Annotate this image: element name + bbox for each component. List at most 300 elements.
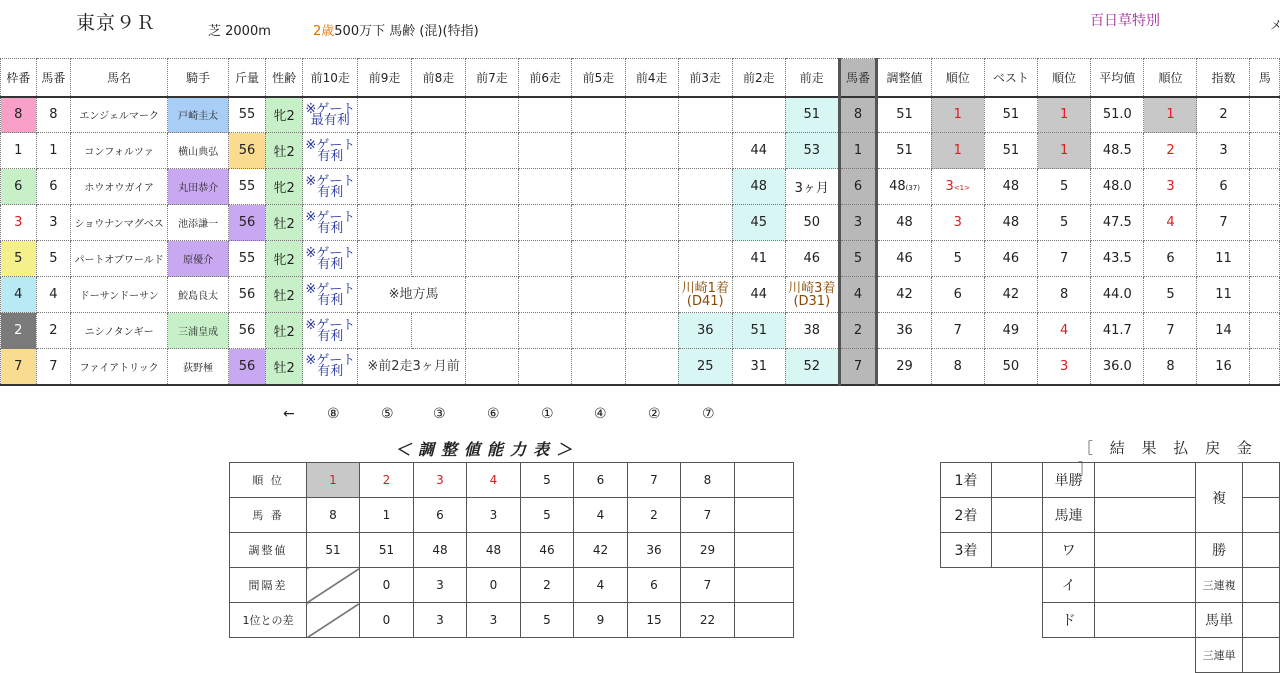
table-row xyxy=(1,133,1280,169)
order-mark: ④ xyxy=(594,406,607,422)
average-cell: 48.5 xyxy=(1091,133,1144,169)
best-cell: 50 xyxy=(984,349,1037,385)
diff-cell: 15 xyxy=(628,603,681,638)
sex-age-cell: 牡2 xyxy=(265,133,303,169)
best-cell: 49 xyxy=(984,313,1037,349)
race-3-cell xyxy=(678,241,732,277)
bet-label: 三連複 xyxy=(1196,568,1243,603)
empty-cell xyxy=(941,568,992,603)
column-header: 馬 xyxy=(1250,59,1280,97)
adjusted-value-cell xyxy=(877,349,931,385)
uma-number-cell: 7 xyxy=(839,349,877,385)
gate-note-cell xyxy=(303,349,358,385)
race-cell xyxy=(519,169,572,205)
diagonal-cell xyxy=(307,603,360,638)
payout-cell xyxy=(1095,603,1196,638)
payout-title: ［ 結 果 払 戻 金 ］ xyxy=(1078,439,1258,478)
adj-cell: 42 xyxy=(574,533,628,568)
jockey-cell: 横山典弘 xyxy=(168,133,229,169)
uma-cell: 8 xyxy=(307,498,360,533)
best-rank-cell: 7 xyxy=(1038,241,1091,277)
bet-label: ワ xyxy=(1043,533,1095,568)
uma-cell: 2 xyxy=(628,498,681,533)
waku-cell: 8 xyxy=(1,97,37,133)
gate-note-cell xyxy=(303,277,358,313)
order-arrow: ← xyxy=(283,406,295,422)
ability-table-title: ＜調整値能力表＞ xyxy=(395,440,580,459)
race-cell xyxy=(358,205,412,241)
adj-cell: 51 xyxy=(307,533,360,568)
class-label: 500万下 馬齢 (混)(特指) xyxy=(334,24,479,39)
adj-rank-cell xyxy=(931,205,984,241)
race-3-cell: 36 xyxy=(678,313,732,349)
race-3-cell xyxy=(678,133,732,169)
empty-cell xyxy=(735,533,794,568)
race-cell xyxy=(572,277,625,313)
average-cell: 51.0 xyxy=(1091,97,1144,133)
best-cell: 48 xyxy=(984,169,1037,205)
race-3-cell xyxy=(678,169,732,205)
column-header: 前4走 xyxy=(625,59,678,97)
rank-cell: 7 xyxy=(628,463,681,498)
sex-age-cell: 牝2 xyxy=(265,241,303,277)
table-row xyxy=(1,241,1280,277)
race-note-cell: ※前2走3ヶ月前 xyxy=(358,349,466,385)
waku-cell: 6 xyxy=(1,169,37,205)
adjusted-value: 51 xyxy=(896,143,913,158)
table-row xyxy=(1,349,1280,385)
gap-cell: 7 xyxy=(681,568,735,603)
race-cell xyxy=(465,277,518,313)
race-cell xyxy=(519,205,572,241)
race-2-cell: 51 xyxy=(732,313,785,349)
kinryo-cell: 56 xyxy=(229,133,266,169)
empty-cell xyxy=(735,603,794,638)
column-header: 前走 xyxy=(785,59,839,97)
race-cell xyxy=(572,133,625,169)
adj-cell: 48 xyxy=(467,533,521,568)
race-1-cell: 51 xyxy=(785,97,839,133)
order-mark: ① xyxy=(541,406,554,422)
race-cell xyxy=(519,133,572,169)
uma-cell: 1 xyxy=(360,498,414,533)
gate-note-cell xyxy=(303,133,358,169)
race-title: 東京９Ｒ xyxy=(76,12,157,34)
average-cell: 41.7 xyxy=(1091,313,1144,349)
race-cell xyxy=(519,313,572,349)
best-cell: 51 xyxy=(984,133,1037,169)
edge-mark: メ xyxy=(1270,18,1282,32)
avg-rank-cell: 8 xyxy=(1144,349,1197,385)
adj-cell: 29 xyxy=(681,533,735,568)
race-cell xyxy=(358,313,412,349)
adj-rank: 8 xyxy=(953,358,962,374)
empty-cell xyxy=(991,603,1042,638)
bet-label: 複 xyxy=(1196,463,1243,533)
adjusted-value: 48 xyxy=(896,215,913,230)
adjusted-value: 46 xyxy=(896,251,913,266)
index-cell: 6 xyxy=(1197,169,1250,205)
column-header: 指数 xyxy=(1197,59,1250,97)
uma-cell: 7 xyxy=(681,498,735,533)
adj-rank-cell xyxy=(931,169,984,205)
bet-label: イ xyxy=(1043,568,1095,603)
gate-note-cell xyxy=(303,313,358,349)
race-cell xyxy=(572,169,625,205)
edge-cell xyxy=(1250,205,1280,241)
course-info: 芝 2000m xyxy=(208,24,271,39)
horse-table xyxy=(0,58,1280,386)
row-label: 調整値 xyxy=(230,533,307,568)
race-cell xyxy=(412,169,466,205)
best-rank-cell: 1 xyxy=(1038,97,1091,133)
race-note-cell: ※地方馬 xyxy=(358,277,466,313)
race-cell xyxy=(625,349,678,385)
waku-cell: 2 xyxy=(1,313,37,349)
race-2-cell: 48 xyxy=(732,169,785,205)
adjusted-value-cell xyxy=(877,277,931,313)
race-cell xyxy=(465,349,518,385)
uma-number-cell: 3 xyxy=(839,205,877,241)
payout-cell xyxy=(1243,603,1280,638)
waku-cell: 5 xyxy=(1,241,37,277)
best-cell: 46 xyxy=(984,241,1037,277)
jockey-cell: 原優介 xyxy=(168,241,229,277)
payout-cell xyxy=(1243,568,1280,603)
payout-row xyxy=(941,638,1280,673)
avg-rank-cell: 7 xyxy=(1144,313,1197,349)
uma-number-cell: 5 xyxy=(839,241,877,277)
gate-note-line: 有利 xyxy=(317,364,344,380)
rank-cell: 4 xyxy=(467,463,521,498)
column-header: 前10走 xyxy=(303,59,358,97)
adj-cell: 46 xyxy=(521,533,574,568)
adjusted-value: 51 xyxy=(896,107,913,123)
order-mark: ⑥ xyxy=(487,406,500,422)
gate-note-cell xyxy=(303,205,358,241)
place-label: 1着 xyxy=(941,463,992,498)
uma-number-cell: 4 xyxy=(839,277,877,313)
horse-name-cell: ショウナンマグベス xyxy=(71,205,168,241)
race-cell xyxy=(465,241,518,277)
uma-number-cell: 2 xyxy=(36,313,71,349)
diagonal-cell xyxy=(307,568,360,603)
bet-label: 勝 xyxy=(1196,533,1243,568)
column-header: 前6走 xyxy=(519,59,572,97)
race-cell xyxy=(625,169,678,205)
edge-cell xyxy=(1250,277,1280,313)
rank-cell: 6 xyxy=(574,463,628,498)
empty-cell xyxy=(941,638,992,673)
payout-cell xyxy=(1243,463,1280,498)
jockey-cell: 鮫島良太 xyxy=(168,277,229,313)
race-1-cell: 50 xyxy=(785,205,839,241)
race-cell xyxy=(625,133,678,169)
best-rank-cell: 5 xyxy=(1038,205,1091,241)
diff-cell: 3 xyxy=(467,603,521,638)
gap-cell: 3 xyxy=(414,568,467,603)
empty-cell xyxy=(991,638,1042,673)
sex-age-cell: 牝2 xyxy=(265,169,303,205)
best-cell: 42 xyxy=(984,277,1037,313)
empty-cell xyxy=(1043,638,1095,673)
gap-cell: 0 xyxy=(360,568,414,603)
bet-label: 馬連 xyxy=(1043,498,1095,533)
race-cell xyxy=(519,349,572,385)
gate-note-line: ※ゲート xyxy=(305,101,356,117)
column-header: 前2走 xyxy=(732,59,785,97)
adjusted-value: 29 xyxy=(896,358,913,374)
sex-age-cell: 牡2 xyxy=(265,313,303,349)
empty-cell xyxy=(1095,638,1196,673)
empty-cell xyxy=(941,603,992,638)
adj-rank: 3 xyxy=(945,179,954,194)
column-header: 馬番 xyxy=(36,59,71,97)
horse-name-cell: エンジェルマーク xyxy=(71,97,168,133)
waku-cell: 4 xyxy=(1,277,37,313)
race-cell xyxy=(358,241,412,277)
race-cell xyxy=(465,97,518,133)
gate-note-line: ※ゲート xyxy=(305,173,356,189)
race-cell xyxy=(519,241,572,277)
rank-cell: 3 xyxy=(414,463,467,498)
kinryo-cell: 56 xyxy=(229,349,266,385)
column-header: 前8走 xyxy=(412,59,466,97)
waku-cell: 7 xyxy=(1,349,37,385)
adj-rank: 1 xyxy=(953,143,962,158)
empty-cell xyxy=(991,568,1042,603)
race-cell xyxy=(572,241,625,277)
gate-note-line: ※ゲート xyxy=(305,137,356,153)
adjusted-value-cell xyxy=(877,313,931,349)
column-header: 前3走 xyxy=(678,59,732,97)
race-cell xyxy=(358,97,412,133)
gate-note-line: 有利 xyxy=(317,256,344,272)
column-header: 調整値 xyxy=(877,59,931,97)
gate-note-line: ※ゲート xyxy=(305,353,356,369)
race-1-cell: 3ヶ月 xyxy=(785,169,839,205)
race-cell xyxy=(625,277,678,313)
kinryo-cell: 56 xyxy=(229,205,266,241)
index-cell: 16 xyxy=(1197,349,1250,385)
race-cell xyxy=(572,349,625,385)
uma-cell: 3 xyxy=(467,498,521,533)
table-row xyxy=(1,277,1280,313)
best-rank-cell: 8 xyxy=(1038,277,1091,313)
race-cell xyxy=(412,313,466,349)
race-2-cell: 45 xyxy=(732,205,785,241)
column-header: 順位 xyxy=(931,59,984,97)
table-row xyxy=(1,97,1280,133)
race-3-cell xyxy=(678,97,732,133)
empty-cell xyxy=(735,463,794,498)
kinryo-cell: 56 xyxy=(229,313,266,349)
order-mark: ② xyxy=(648,406,661,422)
adjusted-value: 42 xyxy=(896,287,913,302)
adjusted-value-cell xyxy=(877,205,931,241)
jockey-cell: 三浦皇成 xyxy=(168,313,229,349)
column-header: 前7走 xyxy=(465,59,518,97)
place-label: 2着 xyxy=(941,498,992,533)
payout-cell xyxy=(1243,638,1280,673)
avg-rank-cell: 5 xyxy=(1144,277,1197,313)
ability-rank-row xyxy=(230,463,794,498)
race-cell xyxy=(625,205,678,241)
uma-number-cell: 5 xyxy=(36,241,71,277)
race-cell xyxy=(572,313,625,349)
edge-cell xyxy=(1250,169,1280,205)
sex-age-cell: 牝2 xyxy=(265,97,303,133)
gap-cell: 0 xyxy=(467,568,521,603)
ability-diff-row xyxy=(230,603,794,638)
bet-label: 三連単 xyxy=(1196,638,1243,673)
average-cell: 44.0 xyxy=(1091,277,1144,313)
adjusted-value-cell xyxy=(877,133,931,169)
avg-rank-cell: 2 xyxy=(1144,133,1197,169)
payout-cell xyxy=(1243,498,1280,533)
bet-label: 単勝 xyxy=(1043,463,1095,498)
gate-note-line: 有利 xyxy=(317,184,344,200)
race-cell xyxy=(358,133,412,169)
edge-cell xyxy=(1250,133,1280,169)
payout-cell xyxy=(1095,533,1196,568)
row-label: 馬 番 xyxy=(230,498,307,533)
empty-cell xyxy=(735,498,794,533)
uma-number-cell: 8 xyxy=(36,97,71,133)
ability-uma-row xyxy=(230,498,794,533)
adjusted-value-cell xyxy=(877,169,931,205)
empty-cell xyxy=(735,568,794,603)
adj-rank-cell xyxy=(931,97,984,133)
adj-rank: 7 xyxy=(953,323,962,338)
gate-note-line: 最有利 xyxy=(310,112,350,128)
diff-cell: 3 xyxy=(414,603,467,638)
race-3-cell: 川崎1着 (D41) xyxy=(678,277,732,313)
adj-rank: 5 xyxy=(953,251,962,266)
jockey-cell: 池添謙一 xyxy=(168,205,229,241)
adjusted-value-cell xyxy=(877,241,931,277)
race-2-cell: 41 xyxy=(732,241,785,277)
column-header: 斤量 xyxy=(229,59,266,97)
uma-number-cell: 3 xyxy=(36,205,71,241)
age-label: 2歳 xyxy=(313,24,335,39)
horse-name-cell: ファイアトリック xyxy=(71,349,168,385)
rank-cell: 5 xyxy=(521,463,574,498)
average-cell: 36.0 xyxy=(1091,349,1144,385)
best-rank-cell: 1 xyxy=(1038,133,1091,169)
adjusted-value: 48 xyxy=(889,179,906,194)
best-rank-cell: 5 xyxy=(1038,169,1091,205)
payout-cell xyxy=(991,463,1042,498)
race-cell xyxy=(519,277,572,313)
diff-cell: 5 xyxy=(521,603,574,638)
index-cell: 2 xyxy=(1197,97,1250,133)
gate-note-line: ※ゲート xyxy=(305,317,356,333)
index-cell: 3 xyxy=(1197,133,1250,169)
uma-number-cell: 1 xyxy=(36,133,71,169)
avg-rank-cell: 1 xyxy=(1144,97,1197,133)
payout-table xyxy=(940,462,1280,673)
index-cell: 11 xyxy=(1197,277,1250,313)
waku-cell: 3 xyxy=(1,205,37,241)
ability-adj-row xyxy=(230,533,794,568)
gate-note-line: 有利 xyxy=(317,328,344,344)
table-row xyxy=(1,169,1280,205)
jockey-cell: 丸田恭介 xyxy=(168,169,229,205)
uma-cell: 6 xyxy=(414,498,467,533)
sex-age-cell: 牡2 xyxy=(265,349,303,385)
table-header-row xyxy=(1,59,1280,97)
avg-rank-cell: 4 xyxy=(1144,205,1197,241)
horse-name-cell: ニシノタンギー xyxy=(71,313,168,349)
gap-cell: 6 xyxy=(628,568,681,603)
race-cell xyxy=(412,205,466,241)
race-2-cell: 44 xyxy=(732,133,785,169)
payout-row xyxy=(941,603,1280,638)
payout-cell xyxy=(991,533,1042,568)
race-1-cell: 46 xyxy=(785,241,839,277)
row-label: 1位との差 xyxy=(230,603,307,638)
gate-note-cell xyxy=(303,169,358,205)
bet-label: ド xyxy=(1043,603,1095,638)
uma-cell: 5 xyxy=(521,498,574,533)
payout-row xyxy=(941,568,1280,603)
adj-rank-cell xyxy=(931,349,984,385)
adjusted-value-cell xyxy=(877,97,931,133)
rank-cell: 1 xyxy=(307,463,360,498)
gate-note-line: ※ゲート xyxy=(305,245,356,261)
race-cell xyxy=(625,241,678,277)
edge-cell xyxy=(1250,241,1280,277)
race-cell xyxy=(572,205,625,241)
uma-number-cell: 2 xyxy=(839,313,877,349)
horse-name-cell: コンフォルツァ xyxy=(71,133,168,169)
column-header: 順位 xyxy=(1038,59,1091,97)
column-header: 前5走 xyxy=(572,59,625,97)
gap-cell: 2 xyxy=(521,568,574,603)
race-1-cell: 川崎3着 (D31) xyxy=(785,277,839,313)
jockey-cell: 戸崎圭太 xyxy=(168,97,229,133)
adj-rank: 3 xyxy=(953,215,962,230)
payout-row xyxy=(941,533,1280,568)
best-cell: 51 xyxy=(984,97,1037,133)
order-mark: ⑧ xyxy=(327,406,340,422)
race-cell xyxy=(572,97,625,133)
special-race-name: 百日草特別 xyxy=(1090,13,1160,29)
edge-cell xyxy=(1250,313,1280,349)
uma-number-cell: 8 xyxy=(839,97,877,133)
adj-cell: 51 xyxy=(360,533,414,568)
row-label: 間隔差 xyxy=(230,568,307,603)
waku-cell: 1 xyxy=(1,133,37,169)
bet-label: 馬単 xyxy=(1196,603,1243,638)
race-cell xyxy=(625,97,678,133)
gate-note-line: 有利 xyxy=(317,292,344,308)
race-cell xyxy=(465,133,518,169)
table-row xyxy=(1,205,1280,241)
payout-cell xyxy=(1243,533,1280,568)
column-header: 性齢 xyxy=(265,59,303,97)
payout-cell xyxy=(991,498,1042,533)
uma-number-cell: 6 xyxy=(36,169,71,205)
horse-name-cell: ドーサンドーサン xyxy=(71,277,168,313)
order-mark: ⑦ xyxy=(702,406,715,422)
table-row xyxy=(1,313,1280,349)
kinryo-cell: 55 xyxy=(229,241,266,277)
horse-name-cell: パートオブワールド xyxy=(71,241,168,277)
place-label: 3着 xyxy=(941,533,992,568)
race-cell xyxy=(465,169,518,205)
